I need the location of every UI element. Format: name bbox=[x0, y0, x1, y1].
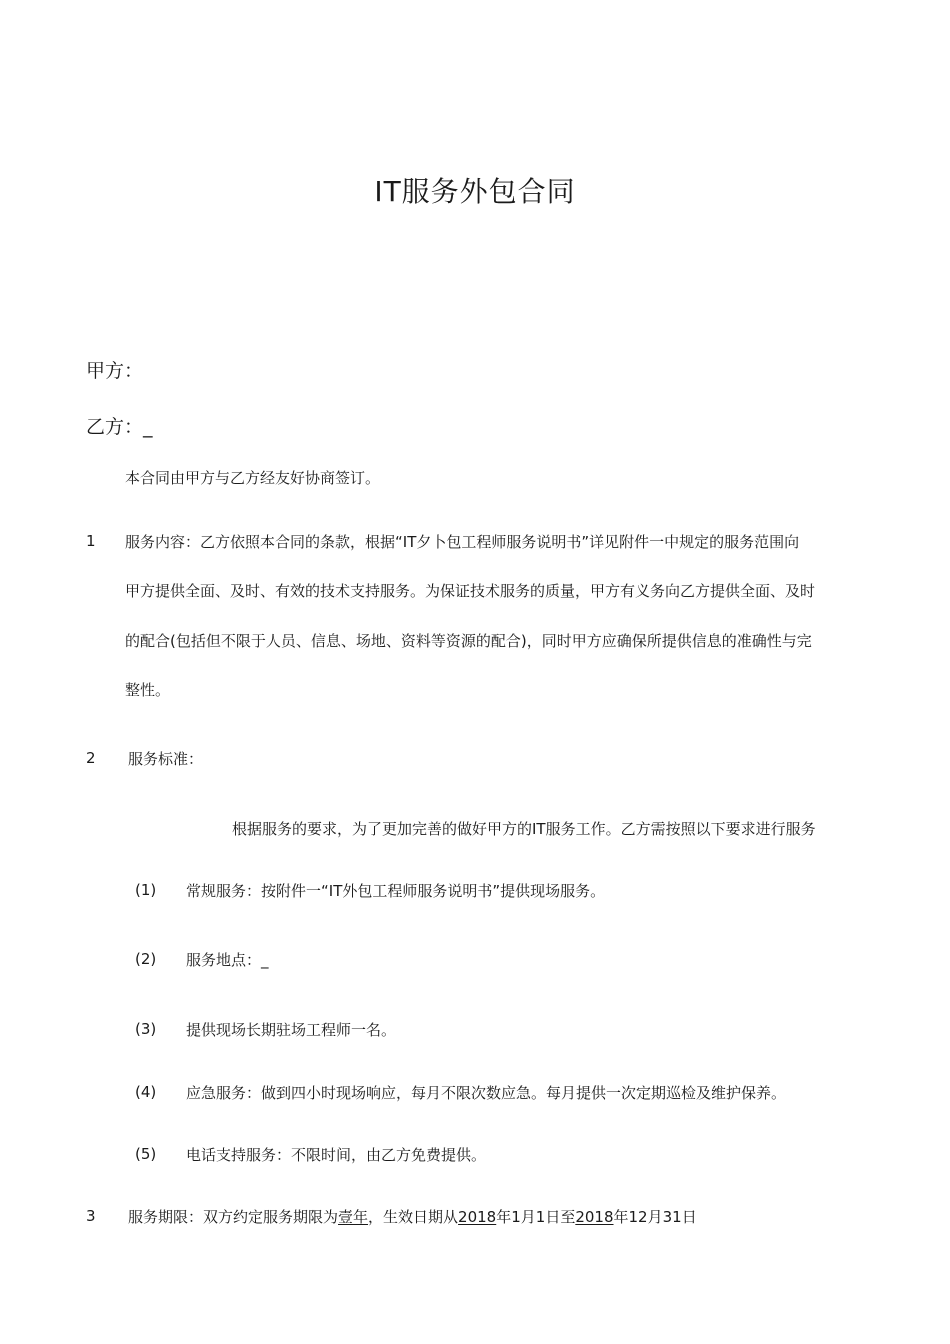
clause-2-heading: 服务标准： bbox=[128, 750, 204, 768]
clause-3-term: 壹年 bbox=[338, 1208, 369, 1226]
clause-3-number: 3 bbox=[86, 1207, 96, 1225]
clause-3-start-year: 2018 bbox=[458, 1208, 497, 1226]
clause-3-text bbox=[128, 1207, 697, 1227]
clause-2-intro: 根据服务的要求，为了更加完善的做好甲方的IT服务工作。乙方需按照以下要求进行服务 bbox=[232, 820, 816, 838]
list-item-text: 提供现场长期驻场工程师一名。 bbox=[186, 1021, 397, 1039]
intro-text: 本合同由甲方与乙方经友好协商签订。 bbox=[125, 469, 381, 487]
list-item-number: (5) bbox=[135, 1145, 157, 1163]
contract-title: IT服务外包合同 bbox=[374, 175, 576, 208]
list-item-text: 常规服务：按附件一“IT外包工程师服务说明书”提供现场服务。 bbox=[186, 882, 606, 900]
clause-2-number: 2 bbox=[86, 749, 96, 767]
list-item-text: 服务地点：_ bbox=[186, 951, 269, 969]
clause-1-number: 1 bbox=[86, 532, 96, 550]
clause-1-line: 整性。 bbox=[125, 681, 171, 699]
clause-3-end-rest: 年12月31日 bbox=[613, 1208, 697, 1226]
list-item-number: (3) bbox=[135, 1020, 157, 1038]
party-b-label: 乙方：_ bbox=[86, 416, 153, 438]
party-a-label: 甲方： bbox=[86, 360, 144, 382]
list-item-text: 电话支持服务：不限时间，由乙方免费提供。 bbox=[186, 1146, 487, 1164]
clause-1-line: 服务内容：乙方依照本合同的条款，根据“IT夕卜包工程师服务说明书”详见附件一中规定的服务范围向 bbox=[125, 533, 800, 551]
list-item-number: (1) bbox=[135, 881, 157, 899]
clause-1-line: 甲方提供全面、及时、有效的技术支持服务。为保证技术服务的质量，甲方有义务向乙方提供全面、及时 bbox=[125, 582, 816, 600]
clause-3-start-rest: 年1月1日至 bbox=[496, 1208, 576, 1226]
clause-3-end-year: 2018 bbox=[575, 1208, 614, 1226]
clause-1-line: 的配合(包括但不限于人员、信息、场地、资料等资源的配合)，同时甲方应确保所提供信息的准确性与完 bbox=[125, 632, 812, 650]
clause-3-mid: ，生效日期从 bbox=[368, 1208, 459, 1226]
list-item-number: (2) bbox=[135, 950, 157, 968]
clause-3-prefix: 服务期限：双方约定服务期限为 bbox=[128, 1208, 339, 1226]
list-item-text: 应急服务：做到四小时现场响应，每月不限次数应急。每月提供一次定期巡检及维护保养。 bbox=[186, 1084, 787, 1102]
list-item-number: (4) bbox=[135, 1083, 157, 1101]
